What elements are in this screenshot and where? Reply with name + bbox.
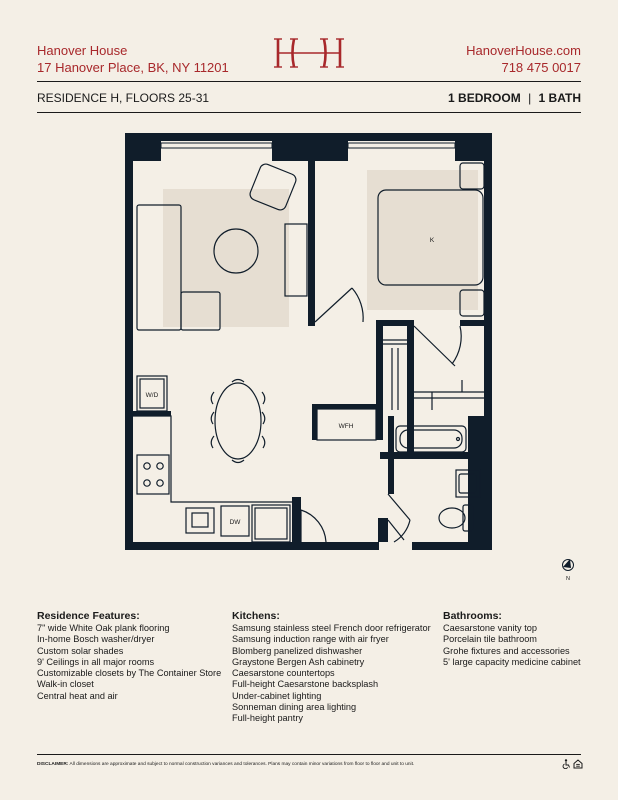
- brand-name: Hanover House: [37, 43, 128, 58]
- website[interactable]: HanoverHouse.com: [466, 43, 581, 58]
- list-item: Grohe fixtures and accessories: [443, 645, 570, 656]
- king-bed-label: K: [429, 237, 435, 244]
- list-item: Blomberg panelized dishwasher: [232, 645, 363, 656]
- entry-door: [301, 510, 326, 542]
- list-item: Graystone Bergen Ash cabinetry: [232, 656, 365, 667]
- residence-features-title: Residence Features:: [37, 610, 140, 622]
- footer-divider: [37, 754, 581, 755]
- list-item: 9' Ceilings in all major rooms: [37, 656, 155, 667]
- refrigerator: [252, 505, 290, 542]
- wfh-label: WFH: [338, 423, 354, 430]
- disclaimer-text: All dimensions are approximate and subject to normal construction variances and tolerances. Plans may contain minor variations from floor to floor and unit to unit.: [69, 762, 415, 767]
- kitchen-sink: [186, 508, 214, 533]
- equal-housing-icon: [573, 759, 583, 769]
- disclaimer-label: DISCLAIMER:: [37, 762, 69, 767]
- residence-features: [37, 610, 221, 702]
- kitchen-features: [232, 610, 431, 725]
- list-item: Under-cabinet lighting: [232, 690, 322, 701]
- north-arrow-icon: [563, 559, 574, 571]
- list-item: Caesarstone countertops: [232, 668, 335, 679]
- list-item: Samsung stainless steel French door refrigerator: [232, 623, 431, 633]
- disclaimer: [37, 762, 414, 767]
- dining-table: [215, 383, 261, 459]
- list-item: Custom solar shades: [37, 645, 124, 656]
- list-item: Walk-in closet: [37, 679, 94, 690]
- list-item: Full-height Caesarstone backsplash: [232, 679, 379, 690]
- bathroom-features-title: Bathrooms:: [443, 610, 502, 622]
- list-item: Caesarstone vanity top: [443, 623, 537, 633]
- list-item: Full-height pantry: [232, 713, 303, 724]
- kitchen-features-title: Kitchens:: [232, 610, 280, 622]
- kitchen: [133, 376, 292, 542]
- toilet: [439, 508, 465, 528]
- list-item: 5' large capacity medicine cabinet: [443, 656, 581, 667]
- phone[interactable]: 718 475 0017: [501, 60, 581, 75]
- list-item: In-home Bosch washer/dryer: [37, 634, 155, 645]
- list-item: Customizable closets by The Container Store: [37, 668, 222, 679]
- baths: 1 BATH: [538, 91, 581, 105]
- bedroom-door: [315, 288, 352, 322]
- bedroom-rug: [367, 170, 478, 310]
- north-label: N: [566, 576, 570, 582]
- living-rug: [163, 189, 289, 327]
- bathroom-features: [443, 610, 581, 668]
- list-item: 7" wide White Oak plank flooring: [37, 623, 170, 633]
- dining-set: [211, 380, 265, 463]
- list-item: Porcelain tile bathroom: [443, 634, 537, 645]
- list-item: Sonneman dining area lighting: [232, 702, 357, 713]
- bedrooms: 1 BEDROOM: [448, 91, 521, 105]
- induction-range: [137, 455, 169, 494]
- dining-chair: [211, 392, 214, 404]
- washer-dryer-label: W/D: [145, 392, 159, 399]
- residence-title: RESIDENCE H, FLOORS 25-31: [37, 91, 210, 105]
- list-item: Central heat and air: [37, 690, 118, 701]
- accessibility-icon: [561, 759, 571, 769]
- bath-door: [388, 494, 410, 520]
- dishwasher-label: DW: [229, 519, 241, 526]
- address: 17 Hanover Place, BK, NY 11201: [37, 60, 229, 75]
- list-item: Samsung induction range with air fryer: [232, 634, 389, 645]
- separator: |: [528, 91, 532, 105]
